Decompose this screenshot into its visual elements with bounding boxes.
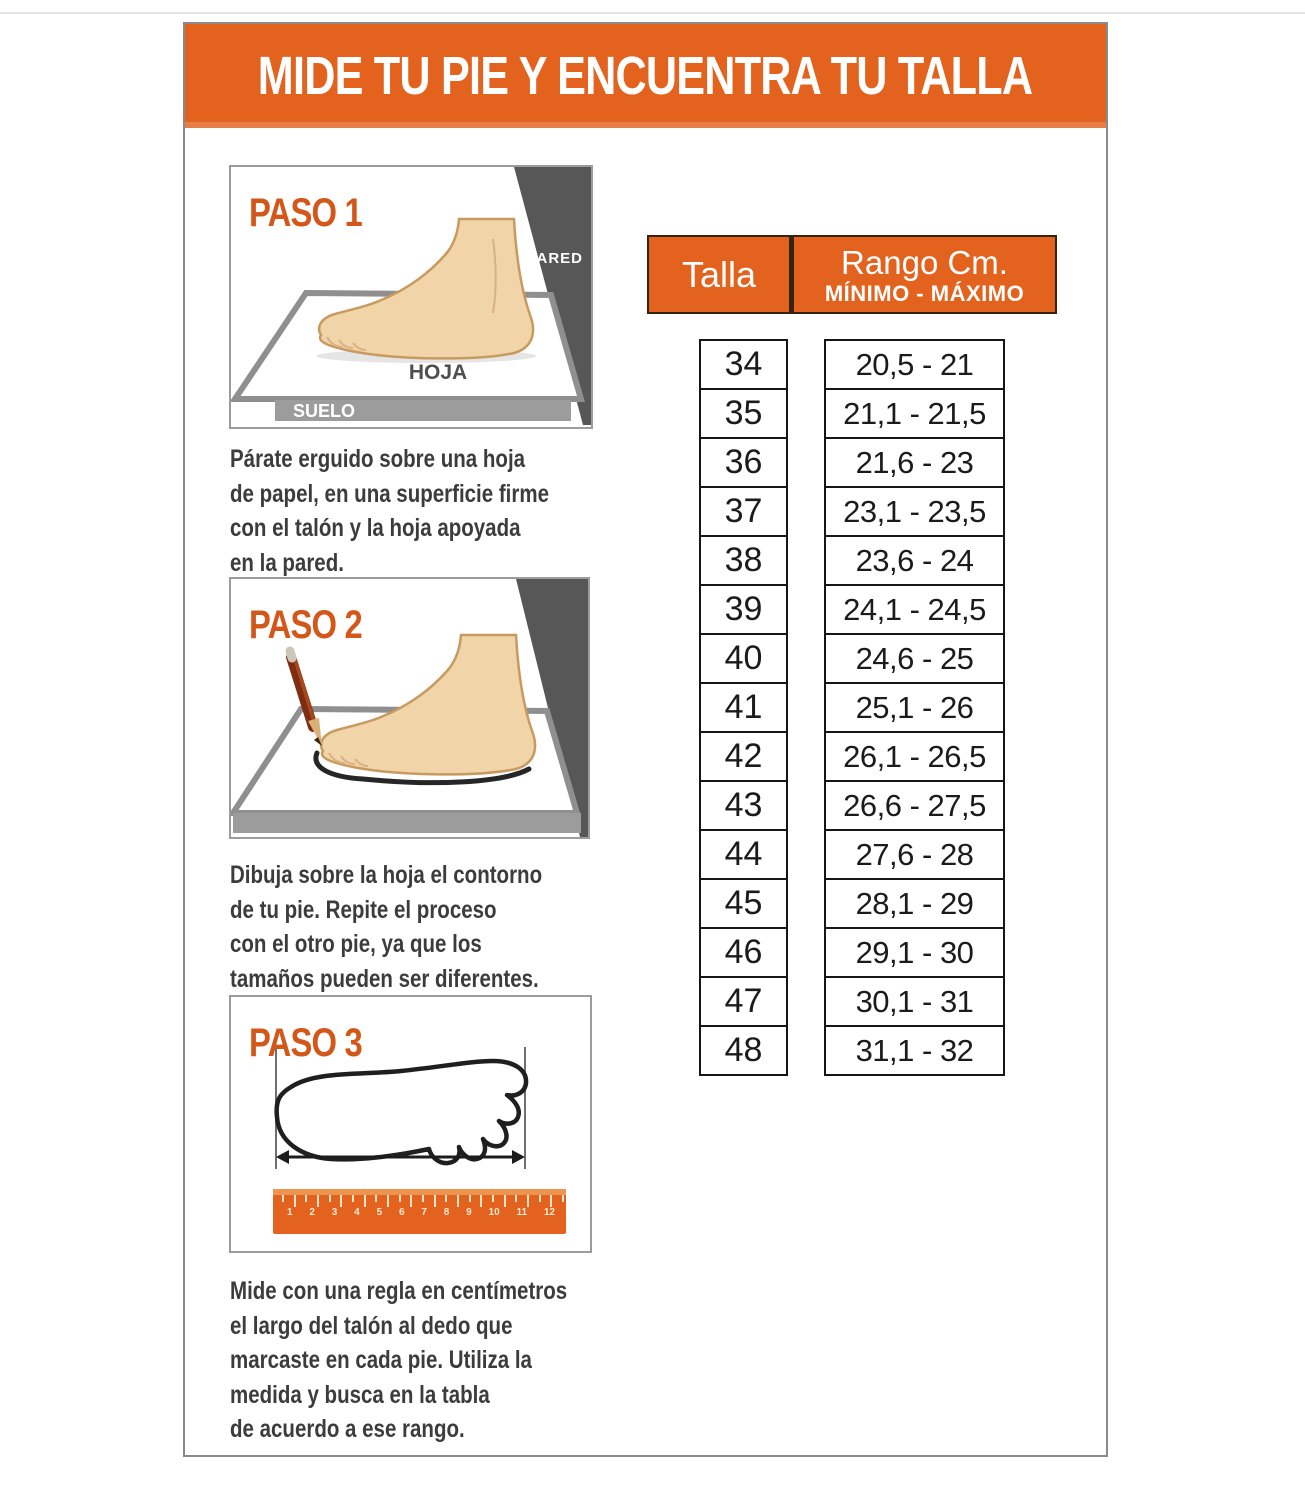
description-line: con el otro pie, ya que los	[230, 930, 482, 958]
description-line: de papel, en una superficie firme	[230, 479, 549, 508]
talla-column	[699, 339, 788, 1076]
foot-side-icon	[319, 219, 533, 358]
rango-cell: 26,1 - 26,5	[824, 731, 1005, 782]
size-table-header	[647, 235, 1057, 314]
talla-cell: 34	[699, 339, 788, 390]
rango-cell: 21,1 - 21,5	[824, 388, 1005, 439]
talla-cell: 43	[699, 780, 788, 831]
rango-header-title: Rango Cm.	[841, 243, 1008, 281]
foot-side-icon	[321, 635, 535, 774]
suelo-label: SUELO	[292, 401, 356, 421]
page-title: MIDE TU PIE Y ENCUENTRA TU TALLA	[258, 46, 1033, 106]
rango-cell: 23,6 - 24	[824, 535, 1005, 586]
ruler-number: 6	[398, 1207, 405, 1218]
description-line: Dibuja sobre la hoja el contorno	[230, 861, 543, 889]
talla-cell: 38	[699, 535, 788, 586]
rango-cell: 29,1 - 30	[824, 927, 1005, 978]
footprint-icon	[277, 1061, 526, 1163]
rango-cell: 24,1 - 24,5	[824, 584, 1005, 635]
talla-cell: 40	[699, 633, 788, 684]
rango-cell: 21,6 - 23	[824, 437, 1005, 488]
ruler-number: 3	[331, 1207, 338, 1218]
description-line: en la pared.	[230, 548, 344, 577]
floor-strip	[233, 813, 581, 833]
ruler-number: 1	[287, 1207, 293, 1218]
rango-header-subtitle: MÍNIMO - MÁXIMO	[824, 280, 1025, 306]
rango-column	[824, 339, 1005, 1076]
description-line: tamaños pueden ser diferentes.	[230, 964, 539, 993]
step-1-description	[230, 442, 615, 580]
paso-1-label: PASO 1	[249, 191, 362, 235]
ruler-number: 4	[354, 1207, 360, 1218]
talla-cell: 48	[699, 1025, 788, 1076]
step-2-panel	[229, 577, 590, 839]
talla-cell: 37	[699, 486, 788, 537]
ruler-number: 2	[309, 1207, 315, 1218]
rango-cell: 26,6 - 27,5	[824, 780, 1005, 831]
rango-cell: 27,6 - 28	[824, 829, 1005, 880]
ruler-number: 10	[488, 1207, 500, 1218]
rango-cell: 30,1 - 31	[824, 976, 1005, 1027]
talla-cell: 44	[699, 829, 788, 880]
description-line: marcaste en cada pie. Utiliza la	[230, 1346, 532, 1374]
ruler-number: 5	[376, 1207, 383, 1218]
talla-cell: 36	[699, 437, 788, 488]
talla-cell: 42	[699, 731, 788, 782]
hoja-label: HOJA	[408, 361, 468, 384]
step-1-panel	[229, 165, 593, 429]
talla-column-header: Talla	[649, 237, 789, 312]
description-line: de tu pie. Repite el proceso	[230, 895, 497, 924]
step-3-description	[230, 1274, 615, 1447]
rango-cell: 25,1 - 26	[824, 682, 1005, 733]
description-line: con el talón y la hoja apoyada	[230, 514, 521, 542]
talla-cell: 46	[699, 927, 788, 978]
ruler-number: 7	[421, 1207, 427, 1218]
ruler-number: 12	[543, 1207, 555, 1218]
rango-cell: 28,1 - 29	[824, 878, 1005, 929]
rango-cell: 31,1 - 32	[824, 1025, 1005, 1076]
page-top-divider	[0, 12, 1305, 14]
header-banner	[185, 24, 1106, 128]
talla-cell: 41	[699, 682, 788, 733]
ruler-number: 11	[516, 1207, 528, 1218]
step-3-panel	[229, 995, 592, 1253]
description-line: Mide con una regla en centímetros	[230, 1277, 568, 1305]
ruler-number: 9	[466, 1207, 472, 1218]
pared-label: PARED	[526, 250, 583, 267]
description-line: medida y busca en la tabla	[230, 1380, 490, 1409]
paso-3-label: PASO 3	[249, 1021, 362, 1065]
talla-cell: 45	[699, 878, 788, 929]
ruler-number: 8	[443, 1207, 450, 1218]
description-line: el largo del talón al dedo que	[230, 1311, 513, 1340]
description-line: Párate erguido sobre una hoja	[230, 445, 526, 473]
talla-cell: 39	[699, 584, 788, 635]
paso-2-label: PASO 2	[249, 603, 362, 647]
rango-cell: 23,1 - 23,5	[824, 486, 1005, 537]
talla-cell: 35	[699, 388, 788, 439]
ruler-numbers	[287, 1207, 555, 1219]
rango-cell: 20,5 - 21	[824, 339, 1005, 390]
size-guide-panel	[183, 22, 1108, 1457]
rango-column-header	[794, 237, 1055, 312]
step-2-description	[230, 858, 615, 996]
description-line: de acuerdo a ese rango.	[230, 1415, 465, 1443]
talla-cell: 47	[699, 976, 788, 1027]
rango-cell: 24,6 - 25	[824, 633, 1005, 684]
